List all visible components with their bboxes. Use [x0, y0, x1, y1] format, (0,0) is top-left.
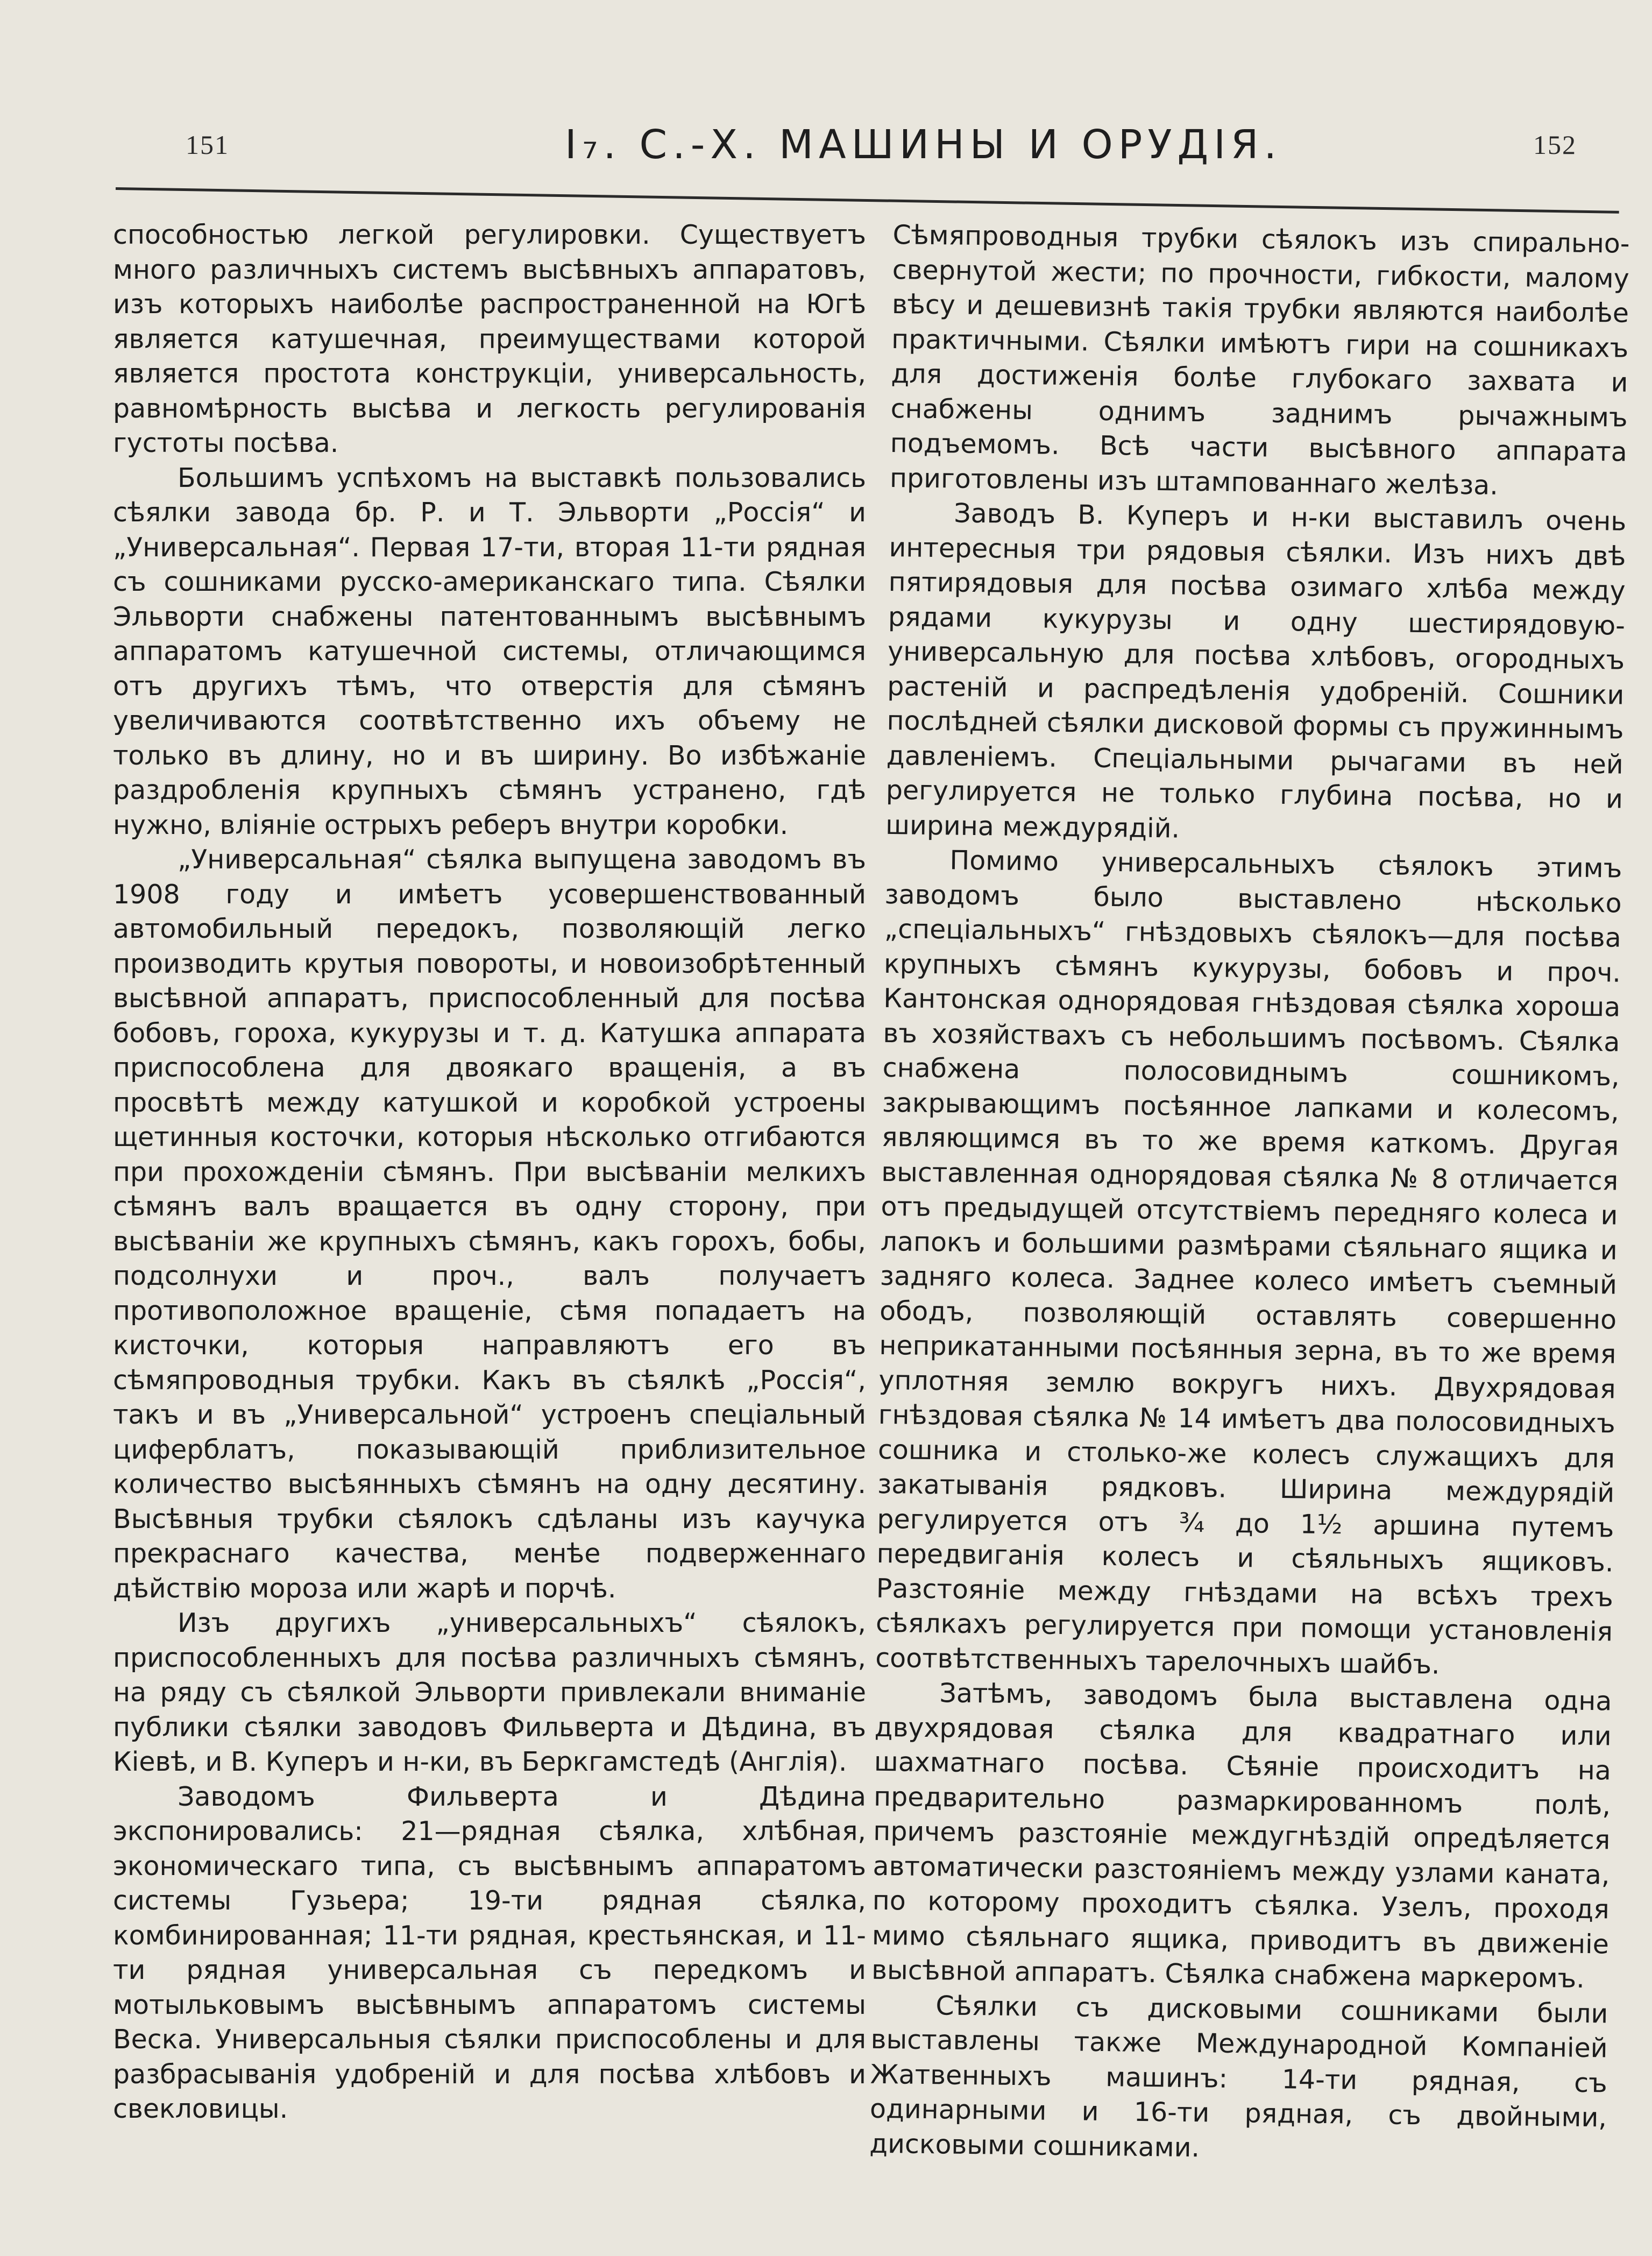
paragraph: Затѣмъ, заводомъ была выставлена одна двухрядовая сѣялка для квадратнаго или шахматнаго посѣва. Сѣяніе происходитъ на предварительно размаркированномъ полѣ, причемъ разстояніе междугнѣздій опредѣляется автоматически разстояніемъ между узлами каната, по которому проходитъ сѣялка. Узелъ, проходя мимо сѣяльнаго ящика, приводитъ въ движеніе высѣвной аппаратъ. Сѣялка снабжена маркеромъ. [871, 1678, 1612, 1994]
page-number-left: 151 [186, 130, 229, 160]
paragraph: Сѣялки съ дисковыми сошниками были выставлены также Международной Компаніей Жатвенныхъ машинъ: 14-ти рядная, съ одинарными и 16-ти рядная, съ двойными, дисковыми сошниками. [869, 1990, 1608, 2163]
paragraph: „Универсальная“ сѣялка выпущена заводомъ въ 1908 году и имѣетъ усовершенствованный автомобильный передокъ, позволяющій легко производить крутыя повороты, и новоизобрѣтенный высѣвной аппаратъ, приспособленный для посѣва бобовъ, гороха, кукурузы и т. д. Катушка аппарата приспособлена для двоякаго вращенія, а въ просвѣтѣ между катушкой и коробкой устроены щетинныя косточки, которыя нѣсколько отгибаются при прохожденіи сѣмянъ. При высѣваніи мелкихъ сѣмянъ валъ вращается въ одну сторону, при высѣваніи же крупныхъ сѣмянъ, какъ горохъ, бобы, подсолнухи и проч., валъ получаетъ противоположное вращеніе, сѣмя попадаетъ на кисточки, которыя направляютъ его въ сѣмяпроводныя трубки. Какъ въ сѣялкѣ „Россія“, такъ и въ „Универсальной“ устроенъ спеціальный циферблатъ, показывающій приблизительное количество высѣянныхъ сѣмянъ на одну десятину. Высѣвныя трубки сѣялокъ сдѣланы изъ каучука прекраснаго качества, менѣе подверженнаго дѣйствію мороза или жарѣ и порчѣ. [113, 844, 866, 1604]
paragraph: Изъ другихъ „универсальныхъ“ сѣялокъ, приспособленныхъ для посѣва различныхъ сѣмянъ, на ряду съ сѣялкой Эльворти привлекали вниманіе публики сѣялки заводовъ Фильверта и Дѣдина, въ Кіевѣ, и В. Куперъ и н-ки, въ Беркгамстедѣ (Англія). [113, 1608, 866, 1777]
paragraph: Заводомъ Фильверта и Дѣдина экспонировались: 21—рядная сѣялка, хлѣбная, экономическаго типа, съ высѣвнымъ аппаратомъ системы Гузьера; 19-ти рядная сѣялка, комбинированная; 11-ти рядная, крестьянская, и 11-ти рядная универсальная съ передкомъ и мотыльковымъ высѣвнымъ аппаратомъ системы Веска. Универсальныя сѣялки приспособлены и для разбрасыванія удобреній и для посѣва хлѣбовъ и свекловицы. [113, 1781, 866, 2124]
paragraph: способностью легкой регулировки. Существуетъ много различныхъ системъ высѣвныхъ аппаратовъ, изъ которыхъ наиболѣе распространенной на Югѣ является катушечная, преимуществами которой является простота конструкціи, универсальность, равномѣрность высѣва и легкость регулированія густоты посѣва. [113, 220, 866, 458]
paragraph: Большимъ успѣхомъ на выставкѣ пользовались сѣялки завода бр. Р. и Т. Эльворти „Россія“ и „Универсальная“. Первая 17-ти, вторая 11-ти рядная съ сошниками русско-американскаго типа. Сѣялки Эльворти снабжены патентованнымъ высѣвнымъ аппаратомъ катушечной системы, отличающимся отъ другихъ тѣмъ, что отверстія для сѣмянъ увеличиваются соотвѣтственно ихъ объему не только въ длину, но и въ ширину. Во избѣжаніе раздробленія крупныхъ сѣмянъ устранено, гдѣ нужно, вліяніе острыхъ реберъ внутри коробки. [113, 462, 866, 840]
paragraph: Заводъ В. Куперъ и н-ки выставилъ очень интересныя три рядовыя сѣялки. Изъ нихъ двѣ пятирядовыя для посѣва озимаго хлѣба между рядами кукурузы и одну шестирядовую-универсальную для посѣва хлѣбовъ, огородныхъ растеній и распредѣленія удобреній. Сошники послѣдней сѣялки дисковой формы съ пружиннымъ давленіемъ. Спеціальными рычагами въ ней регулируется не только глубина посѣва, но и ширина междурядій. [885, 498, 1627, 844]
running-title: I₇. С.-Х. МАШИНЫ И ОРУДІЯ. [565, 122, 1282, 168]
right-column [869, 218, 1630, 2170]
left-column [113, 218, 866, 2127]
page-number-right: 152 [1533, 130, 1577, 160]
header-rule [116, 187, 1619, 214]
paragraph: Сѣмяпроводныя трубки сѣялокъ изъ спирально-свернутой жести; по прочности, гибкости, малому вѣсу и дешевизнѣ такія трубки являются наиболѣе практичными. Сѣялки имѣютъ гири на сошникахъ для достиженія болѣе глубокаго захвата и снабжены однимъ заднимъ рычажнымъ подъемомъ. Всѣ части высѣвного аппарата приготовлены изъ штампованнаго желѣза. [889, 219, 1630, 501]
paragraph: Помимо универсальныхъ сѣялокъ этимъ заводомъ было выставлено нѣсколько „спеціальныхъ“ гнѣздовыхъ сѣялокъ—для посѣва крупныхъ сѣмянъ кукурузы, бобовъ и проч. Кантонская однорядовая гнѣздовая сѣялка хороша въ хозяйствахъ съ небольшимъ посѣвомъ. Сѣялка снабжена полосовиднымъ сошникомъ, закрывающимъ посѣянное лапками и колесомъ, являющимся въ то же время каткомъ. Другая выставленная однорядовая сѣялка № 8 отличается отъ предыдущей отсутствіемъ передняго колеса и лапокъ и большими размѣрами сѣяльнаго ящика и задняго колеса. Заднее колесо имѣетъ съемный ободъ, позволяющій оставлять совершенно неприкатанными посѣянныя зерна, въ то же время уплотняя землю вокругъ нихъ. Двухрядовая гнѣздовая сѣялка № 14 имѣетъ два полосовидныхъ сошника и столько-же колесъ служащихъ для закатыванія рядковъ. Ширина междурядій регулируется отъ ¾ до 1½ аршина путемъ передвиганія колесъ и сѣяльныхъ ящиковъ. Разстояніе между гнѣздами на всѣхъ трехъ сѣялкахъ регулируется при помощи установленія соотвѣтственныхъ тарелочныхъ шайбъ. [875, 845, 1622, 1680]
